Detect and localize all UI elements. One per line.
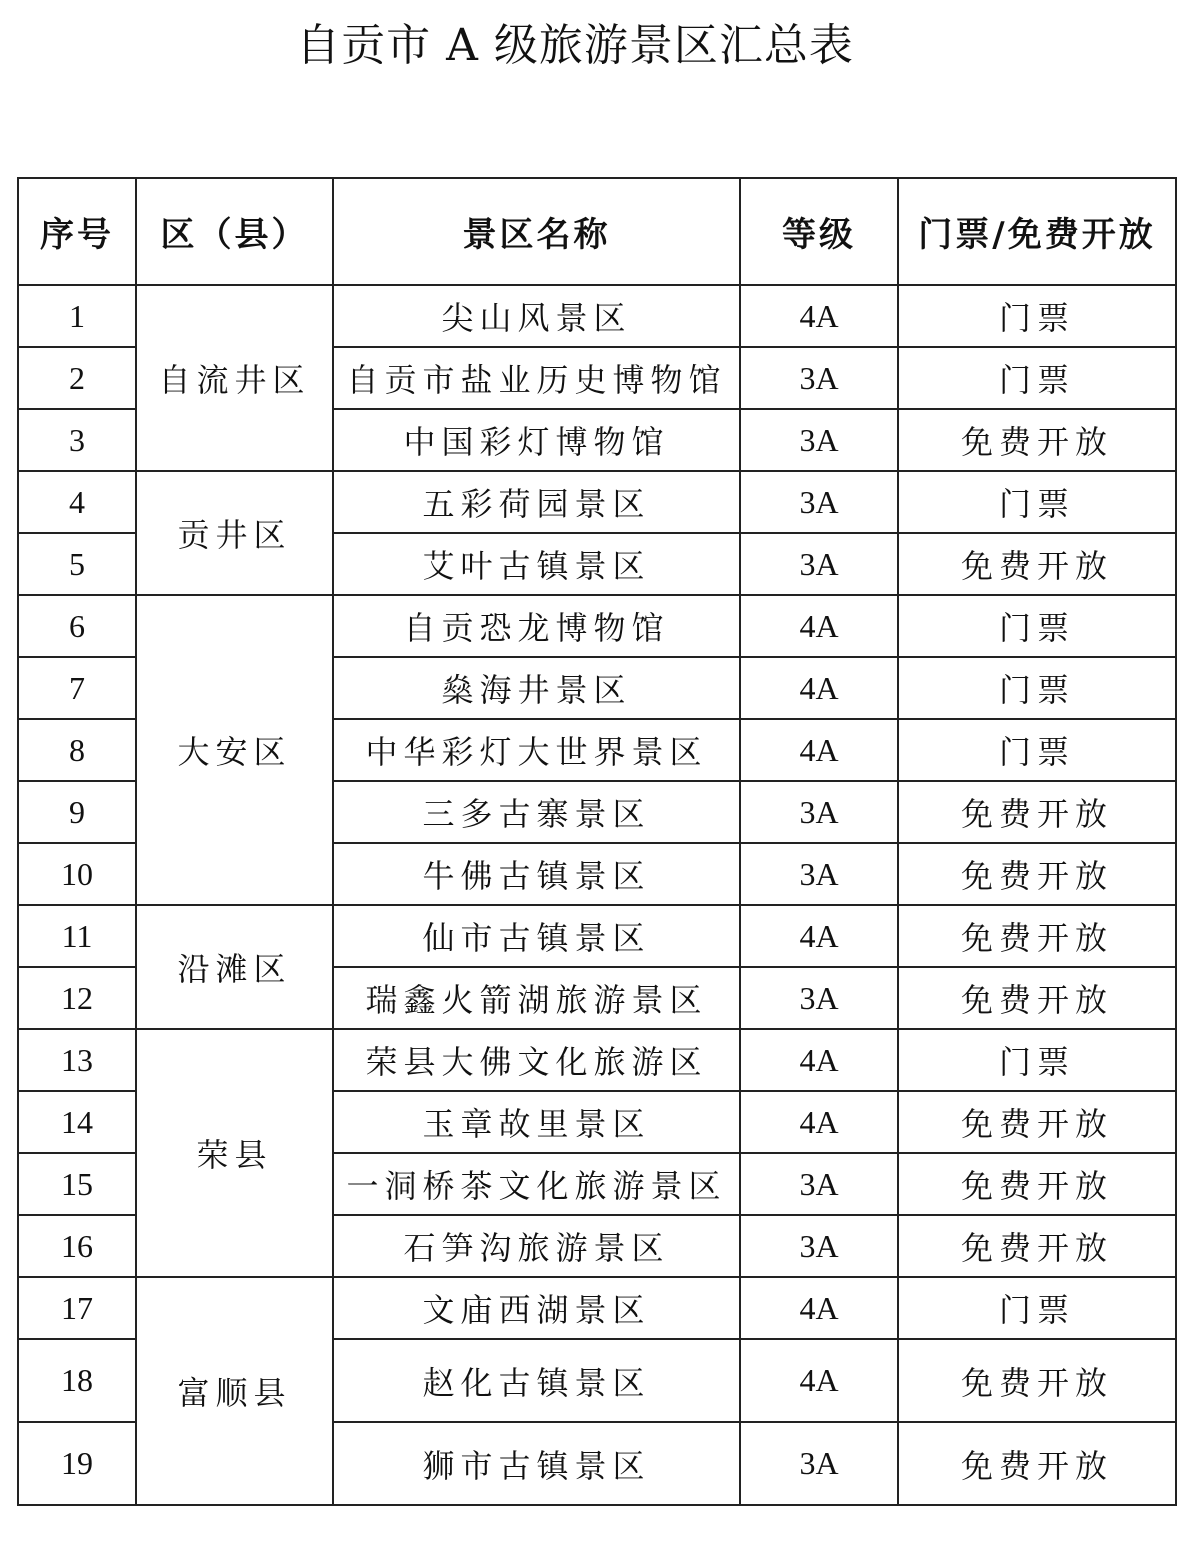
- table-row: [18, 471, 1176, 533]
- scenic-name: 艾叶古镇景区: [333, 533, 740, 595]
- row-number: 11: [18, 905, 136, 967]
- grade-cell: 3A: [740, 409, 898, 471]
- district-cell: 自流井区: [136, 285, 333, 471]
- table-row: [18, 905, 1176, 967]
- ticket-cell: 门票: [898, 719, 1176, 781]
- scenic-name: 文庙西湖景区: [333, 1277, 740, 1339]
- ticket-cell: 免费开放: [898, 1153, 1176, 1215]
- grade-cell: 3A: [740, 1153, 898, 1215]
- row-number: 1: [18, 285, 136, 347]
- scenic-name: 尖山风景区: [333, 285, 740, 347]
- grade-cell: 3A: [740, 533, 898, 595]
- grade-cell: 4A: [740, 1277, 898, 1339]
- ticket-cell: 免费开放: [898, 781, 1176, 843]
- district-cell: 大安区: [136, 595, 333, 905]
- grade-cell: 4A: [740, 595, 898, 657]
- row-number: 3: [18, 409, 136, 471]
- ticket-cell: 门票: [898, 471, 1176, 533]
- table-row: [18, 285, 1176, 347]
- scenic-name: 玉章故里景区: [333, 1091, 740, 1153]
- ticket-cell: 免费开放: [898, 1091, 1176, 1153]
- ticket-cell: 免费开放: [898, 533, 1176, 595]
- row-number: 6: [18, 595, 136, 657]
- grade-cell: 3A: [740, 967, 898, 1029]
- ticket-cell: 免费开放: [898, 967, 1176, 1029]
- district-cell: 荣县: [136, 1029, 333, 1277]
- ticket-cell: 门票: [898, 347, 1176, 409]
- grade-cell: 3A: [740, 1422, 898, 1505]
- scenic-name: 自贡恐龙博物馆: [333, 595, 740, 657]
- row-number: 13: [18, 1029, 136, 1091]
- scenic-name: 石笋沟旅游景区: [333, 1215, 740, 1277]
- scenic-name: 仙市古镇景区: [333, 905, 740, 967]
- table-row: [18, 1029, 1176, 1091]
- row-number: 19: [18, 1422, 136, 1505]
- ticket-cell: 门票: [898, 285, 1176, 347]
- row-number: 15: [18, 1153, 136, 1215]
- scenic-name: 五彩荷园景区: [333, 471, 740, 533]
- grade-cell: 4A: [740, 1339, 898, 1422]
- header-grade: 等级: [740, 178, 898, 285]
- page-title: 自贡市 A 级旅游景区汇总表: [296, 20, 854, 71]
- row-number: 5: [18, 533, 136, 595]
- row-number: 10: [18, 843, 136, 905]
- table-row: [18, 1277, 1176, 1339]
- grade-cell: 4A: [740, 719, 898, 781]
- header-district: 区（县）: [136, 178, 333, 285]
- scenic-name: 瑞鑫火箭湖旅游景区: [333, 967, 740, 1029]
- ticket-cell: 门票: [898, 1277, 1176, 1339]
- row-number: 18: [18, 1339, 136, 1422]
- row-number: 17: [18, 1277, 136, 1339]
- grade-cell: 4A: [740, 905, 898, 967]
- scenic-name: 赵化古镇景区: [333, 1339, 740, 1422]
- scenic-name: 牛佛古镇景区: [333, 843, 740, 905]
- row-number: 16: [18, 1215, 136, 1277]
- grade-cell: 4A: [740, 657, 898, 719]
- scenic-name: 中国彩灯博物馆: [333, 409, 740, 471]
- ticket-cell: 免费开放: [898, 905, 1176, 967]
- grade-cell: 3A: [740, 781, 898, 843]
- scenic-name: 自贡市盐业历史博物馆: [333, 347, 740, 409]
- grade-cell: 4A: [740, 1091, 898, 1153]
- district-cell: 贡井区: [136, 471, 333, 595]
- ticket-cell: 门票: [898, 595, 1176, 657]
- district-cell: 富顺县: [136, 1277, 333, 1505]
- scenic-name: 中华彩灯大世界景区: [333, 719, 740, 781]
- header-index: 序号: [18, 178, 136, 285]
- scenic-name: 一洞桥茶文化旅游景区: [333, 1153, 740, 1215]
- grade-cell: 3A: [740, 471, 898, 533]
- table-header-row: [18, 178, 1176, 285]
- ticket-cell: 免费开放: [898, 409, 1176, 471]
- grade-cell: 4A: [740, 285, 898, 347]
- row-number: 9: [18, 781, 136, 843]
- ticket-cell: 门票: [898, 1029, 1176, 1091]
- grade-cell: 4A: [740, 1029, 898, 1091]
- grade-cell: 3A: [740, 843, 898, 905]
- scenic-name: 荣县大佛文化旅游区: [333, 1029, 740, 1091]
- ticket-cell: 免费开放: [898, 1422, 1176, 1505]
- grade-cell: 3A: [740, 347, 898, 409]
- scenic-area-table: [17, 177, 1177, 1506]
- ticket-cell: 门票: [898, 657, 1176, 719]
- header-ticket: 门票/免费开放: [898, 178, 1176, 285]
- table-row: [18, 595, 1176, 657]
- scenic-name: 三多古寨景区: [333, 781, 740, 843]
- row-number: 7: [18, 657, 136, 719]
- row-number: 12: [18, 967, 136, 1029]
- ticket-cell: 免费开放: [898, 1215, 1176, 1277]
- scenic-name: 狮市古镇景区: [333, 1422, 740, 1505]
- row-number: 8: [18, 719, 136, 781]
- header-name: 景区名称: [333, 178, 740, 285]
- scenic-name: 燊海井景区: [333, 657, 740, 719]
- ticket-cell: 免费开放: [898, 1339, 1176, 1422]
- district-cell: 沿滩区: [136, 905, 333, 1029]
- row-number: 14: [18, 1091, 136, 1153]
- grade-cell: 3A: [740, 1215, 898, 1277]
- row-number: 4: [18, 471, 136, 533]
- ticket-cell: 免费开放: [898, 843, 1176, 905]
- row-number: 2: [18, 347, 136, 409]
